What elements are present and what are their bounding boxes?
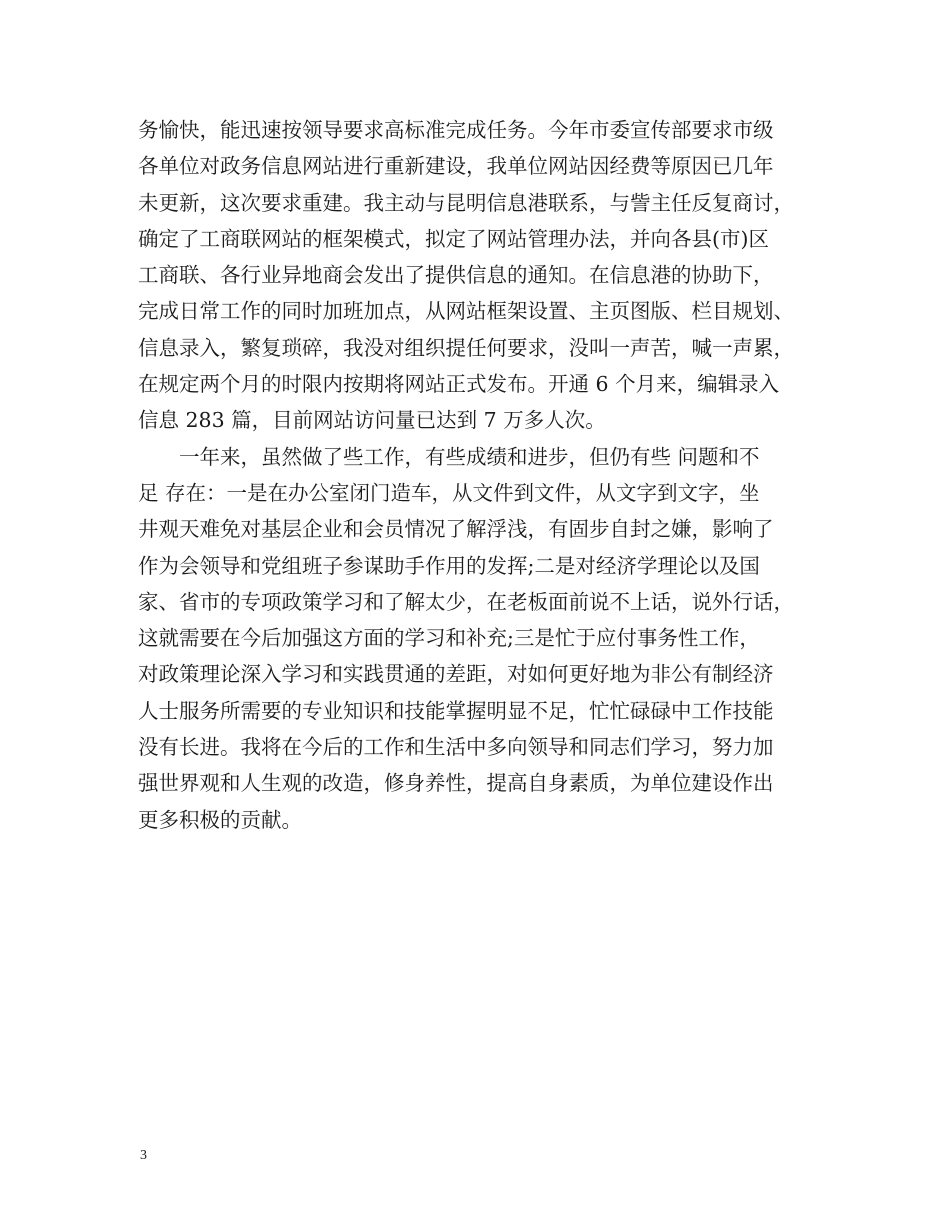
- text-line: 这就需要在今后加强这方面的学习和补充;三是忙于应付事务性工作，: [138, 626, 760, 651]
- text-line: 对政策理论深入学习和实践贯通的差距，对如何更好地为非公有制经济: [138, 662, 774, 687]
- text-line: 一年来，虽然做了些工作，有些成绩和进步，但仍有些 问题和不: [138, 444, 760, 469]
- text-line: 井观天难免对基层企业和会员情况了解浮浅，有固步自封之嫌，影响了: [138, 517, 774, 542]
- text-line: 没有长进。我将在今后的工作和生活中多向领导和同志们学习，努力加: [138, 735, 774, 760]
- text-line: 信息录入，繁复琐碎，我没对组织提任何要求，没叫一声苦，喊一声累，: [138, 335, 794, 360]
- text-line: 务愉快，能迅速按领导要求高标准完成任务。今年市委宣传部要求市级: [138, 118, 774, 142]
- text-line: 完成日常工作的同时加班加点，从网站框架设置、主页图版、栏目规划、: [138, 299, 794, 324]
- text-line: 在规定两个月的时限内按期将网站正式发布。开通 6 个月来，编辑录入: [138, 372, 780, 397]
- text-line: 确定了工商联网站的框架模式，拟定了网站管理办法，并向各县(市)区: [138, 226, 769, 251]
- text-line: 足 存在：一是在办公室闭门造车，从文件到文件，从文字到文字，坐: [138, 480, 760, 505]
- body-text: [138, 112, 838, 838]
- page-number: 3: [140, 1148, 147, 1163]
- text-line: 各单位对政务信息网站进行重新建设，我单位网站因经费等原因已几年: [138, 154, 774, 179]
- text-line: 更多积极的贡献。: [138, 807, 302, 832]
- text-line: 强世界观和人生观的改造，修身养性，提高自身素质，为单位建设作出: [138, 771, 774, 796]
- text-line: 人士服务所需要的专业知识和技能掌握明显不足，忙忙碌碌中工作技能: [138, 698, 774, 723]
- text-line: 信息 283 篇，目前网站访问量已达到 7 万多人次。: [138, 408, 606, 433]
- text-line: 未更新，这次要求重建。我主动与昆明信息港联系，与訾主任反复商讨，: [138, 190, 794, 215]
- text-line: 家、省市的专项政策学习和了解太少，在老板面前说不上话，说外行话，: [138, 589, 794, 614]
- text-line: 工商联、各行业异地商会发出了提供信息的通知。在信息港的协助下，: [138, 263, 774, 288]
- text-line: 作为会领导和党组班子参谋助手作用的发挥;二是对经济学理论以及国: [138, 553, 760, 578]
